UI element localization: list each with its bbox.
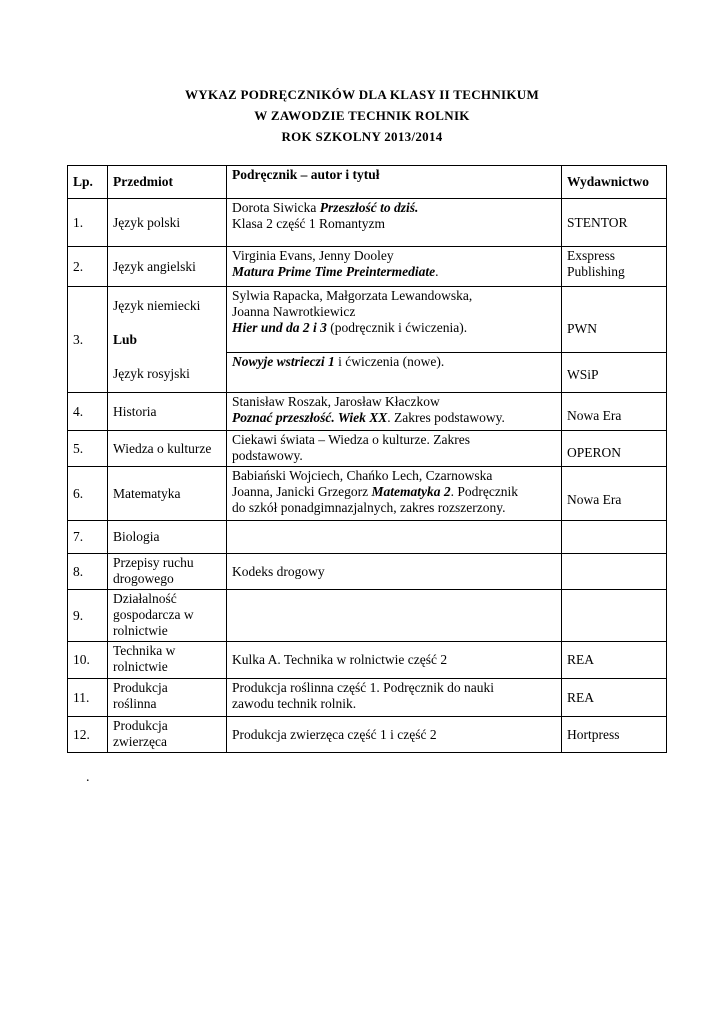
subject-line: rolnictwie — [113, 659, 168, 674]
subject-line: Produkcja — [113, 718, 168, 733]
row-publisher — [562, 521, 667, 554]
header-publisher: Wydawnictwo — [562, 166, 667, 199]
book-detail: (podręcznik i ćwiczenia). — [326, 320, 468, 335]
book-title: Matura Prime Time Preintermediate — [232, 264, 436, 279]
row-publisher: WSiP — [562, 353, 667, 393]
subject-option-b: Język rosyjski — [113, 365, 190, 381]
book-detail: do szkół ponadgimnazjalnych, zakres rozszerzony. — [232, 500, 506, 515]
table-row — [68, 717, 667, 753]
row-publisher: REA — [562, 679, 667, 717]
row-subject — [108, 642, 227, 679]
book-detail: . Zakres podstawowy. — [387, 410, 505, 425]
header-subject: Przedmiot — [108, 166, 227, 199]
row-lp: 6. — [68, 467, 108, 521]
row-subject: Język polski — [108, 199, 227, 247]
book-author: Sylwia Rapacka, Małgorzata Lewandowska, — [232, 288, 473, 303]
row-publisher: Nowa Era — [562, 393, 667, 431]
publisher-line: Publishing — [567, 264, 625, 279]
book-author: Babiański Wojciech, Chańko Lech, Czarnowska — [232, 468, 493, 483]
subject-line: roślinna — [113, 696, 157, 711]
row-book — [227, 590, 562, 642]
row-lp: 5. — [68, 431, 108, 467]
subject-line: Przepisy ruchu — [113, 555, 194, 570]
header-book: Podręcznik – autor i tytuł — [227, 166, 562, 199]
row-publisher — [562, 247, 667, 287]
row-book — [227, 353, 562, 393]
book-detail: . Podręcznik — [450, 484, 519, 499]
row-lp: 4. — [68, 393, 108, 431]
table-row — [68, 467, 667, 521]
row-subject: Historia — [108, 393, 227, 431]
subject-line: Produkcja — [113, 680, 168, 695]
book-author: Virginia Evans, Jenny Dooley — [232, 248, 394, 263]
book-detail: i ćwiczenia (nowe). — [334, 354, 445, 369]
book-detail: zawodu technik rolnik. — [232, 696, 357, 711]
row-publisher: REA — [562, 642, 667, 679]
book-author: Dorota Siwicka — [232, 200, 320, 215]
row-subject: Język angielski — [108, 247, 227, 287]
row-lp: 3. — [68, 287, 108, 393]
row-subject — [108, 287, 227, 393]
subject-or: Lub — [113, 331, 138, 347]
row-subject: Matematyka — [108, 467, 227, 521]
row-book — [227, 393, 562, 431]
subject-line: rolnictwie — [113, 623, 168, 638]
row-book — [227, 247, 562, 287]
book-author: Stanisław Roszak, Jarosław Kłaczkow — [232, 394, 440, 409]
book-title: Ciekawi świata – Wiedza o kulturze. Zakres — [232, 432, 470, 447]
row-lp: 9. — [68, 590, 108, 642]
row-subject: Biologia — [108, 521, 227, 554]
row-lp: 8. — [68, 554, 108, 590]
table-row — [68, 287, 667, 353]
row-publisher: Nowa Era — [562, 467, 667, 521]
row-lp: 12. — [68, 717, 108, 753]
book-title: Nowyje wstrieczi 1 — [232, 354, 335, 369]
row-lp: 2. — [68, 247, 108, 287]
table-row — [68, 199, 667, 247]
table-row — [68, 642, 667, 679]
table-header-row — [68, 166, 667, 199]
row-book: Produkcja zwierzęca część 1 i część 2 — [227, 717, 562, 753]
row-subject — [108, 590, 227, 642]
row-book — [227, 287, 562, 353]
row-publisher: STENTOR — [562, 199, 667, 247]
table-row — [68, 554, 667, 590]
row-publisher: PWN — [562, 287, 667, 353]
table-row — [68, 521, 667, 554]
row-subject — [108, 717, 227, 753]
row-subject: Wiedza o kulturze — [108, 431, 227, 467]
table-row — [68, 247, 667, 287]
row-lp: 11. — [68, 679, 108, 717]
title-line-2: W ZAWODZIE TECHNIK ROLNIK — [254, 108, 470, 123]
row-publisher — [562, 554, 667, 590]
header-lp: Lp. — [68, 166, 108, 199]
row-publisher: Hortpress — [562, 717, 667, 753]
row-book — [227, 199, 562, 247]
book-author: Joanna, Janicki Grzegorz — [232, 484, 372, 499]
subject-line: gospodarcza w — [113, 607, 194, 622]
book-author: Joanna Nawrotkiewicz — [232, 304, 356, 319]
subject-option-a: Język niemiecki — [113, 297, 201, 313]
book-detail: Klasa 2 część 1 Romantyzm — [232, 216, 385, 231]
row-book: Kodeks drogowy — [227, 554, 562, 590]
table-row — [68, 679, 667, 717]
book-detail: . — [435, 264, 439, 279]
publisher-line: Exspress — [567, 248, 615, 263]
subject-line: drogowego — [113, 571, 174, 586]
row-subject — [108, 554, 227, 590]
subject-line: zwierzęca — [113, 734, 167, 749]
row-publisher — [562, 590, 667, 642]
row-subject — [108, 679, 227, 717]
row-book — [227, 521, 562, 554]
table-row — [68, 393, 667, 431]
subject-line: Działalność — [113, 591, 177, 606]
row-publisher: OPERON — [562, 431, 667, 467]
row-book — [227, 467, 562, 521]
textbook-table — [67, 165, 667, 753]
footnote-dot: . — [86, 770, 90, 785]
subject-line: Technika w — [113, 643, 176, 658]
row-lp: 10. — [68, 642, 108, 679]
title-line-1: WYKAZ PODRĘCZNIKÓW DLA KLASY II TECHNIKUM — [184, 87, 540, 102]
book-title: Hier und da 2 i 3 — [232, 320, 327, 335]
book-title: Produkcja roślinna część 1. Podręcznik do nauki — [232, 680, 495, 695]
title-line-3: ROK SZKOLNY 2013/2014 — [281, 129, 443, 144]
book-title: Poznać przeszłość. Wiek XX — [232, 410, 388, 425]
row-book — [227, 431, 562, 467]
row-lp: 1. — [68, 199, 108, 247]
row-lp: 7. — [68, 521, 108, 554]
row-book — [227, 679, 562, 717]
row-book: Kulka A. Technika w rolnictwie część 2 — [227, 642, 562, 679]
book-title: Matematyka 2 — [371, 484, 451, 499]
table-row — [68, 431, 667, 467]
table-row — [68, 590, 667, 642]
book-detail: podstawowy. — [232, 448, 303, 463]
book-title: Przeszłość to dziś. — [319, 200, 419, 215]
